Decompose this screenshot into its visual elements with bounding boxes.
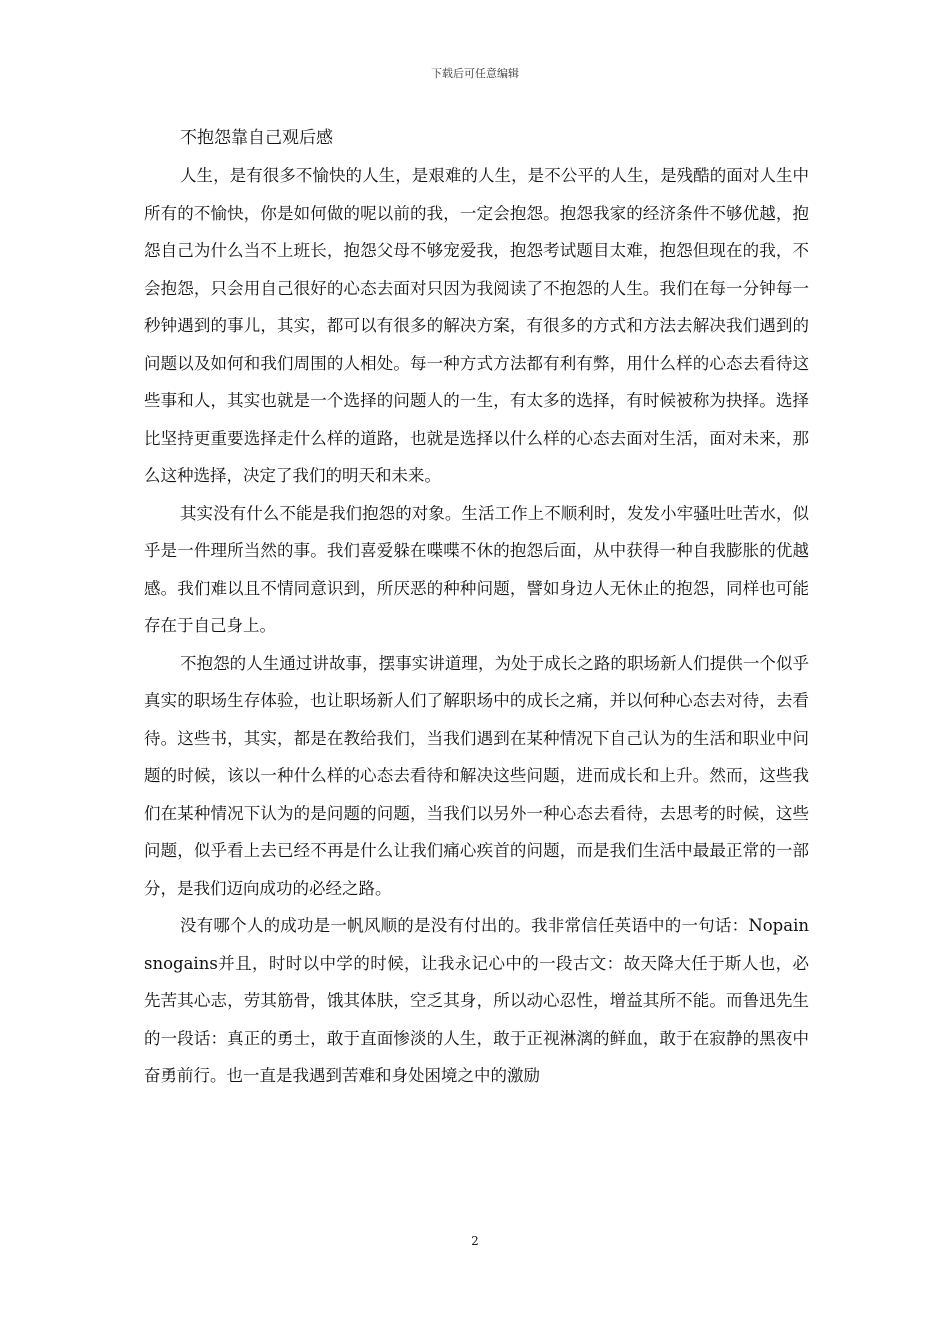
paragraph-1: 人生，是有很多不愉快的人生，是艰难的人生，是不公平的人生，是残酷的面对人生中所有的不愉快，你是如何做的呢以前的我，一定会抱怨。抱怨我家的经济条件不够优越，抱怨自己为什么当不上班长，抱怨父母不够宠爱我，抱怨考试题目太难，抱怨但现在的我，不会抱怨，只会用自己很好的心态去面对只因为我阅读了不抱怨的人生。我们在每一分钟每一秒钟遇到的事儿，其实，都可以有很多的解决方案，有很多的方式和方法去解决我们遇到的问题以及如何和我们周围的人相处。每一种方式方法都有利有弊，用什么样的心态去看待这些事和人，其实也就是一个选择的问题人的一生，有太多的选择，有时候被称为抉择。选择比坚持更重要选择走什么样的道路，也就是选择以什么样的心态去面对生活，面对未来，那么这种选择，决定了我们的明天和未来。 xyxy=(144,166,809,485)
document-body xyxy=(144,124,809,1095)
document-title: 不抱怨靠自己观后感 xyxy=(180,128,333,148)
page-header: 下载后可任意编辑 xyxy=(431,67,519,80)
paragraph-2: 其实没有什么不能是我们抱怨的对象。生活工作上不顺利时，发发小牢骚吐吐苦水，似乎是一件理所当然的事。我们喜爱躲在喋喋不休的抱怨后面，从中获得一种自我膨胀的优越感。我们难以且不情同意识到，所厌恶的种种问题，譬如身边人无休止的抱怨，同样也可能存在于自己身上。 xyxy=(144,503,809,635)
paragraph-3: 不抱怨的人生通过讲故事，摆事实讲道理，为处于成长之路的职场新人们提供一个似乎真实的职场生存体验，也让职场新人们了解职场中的成长之痛，并以何种心态去对待，去看待。这些书，其实，都是在教给我们，当我们遇到在某种情况下自己认为的生活和职业中问题的时候，该以一种什么样的心态去看待和解决这些问题，进而成长和上升。然而，这些我们在某种情况下认为的是问题的问题，当我们以另外一种心态去看待，去思考的时候，这些问题，似乎看上去已经不再是什么让我们痛心疾首的问题，而是我们生活中最最正常的一部分，是我们迈向成功的必经之路。 xyxy=(144,653,809,898)
page-number: 2 xyxy=(471,1234,479,1248)
paragraph-4: 没有哪个人的成功是一帆风顺的是没有付出的。我非常信任英语中的一句话：Nopainsnogains并且，时时以中学的时候，让我永记心中的一段古文：故天降大任于斯人也，必先苦其心志，劳其筋骨，饿其体肤，空乏其身，所以动心忍性，增益其所不能。而鲁迅先生的一段话：真正的勇士，敢于直面惨淡的人生，敢于正视淋漓的鲜血，敢于在寂静的黑夜中奋勇前行。也一直是我遇到苦难和身处困境之中的激励 xyxy=(144,916,809,1085)
